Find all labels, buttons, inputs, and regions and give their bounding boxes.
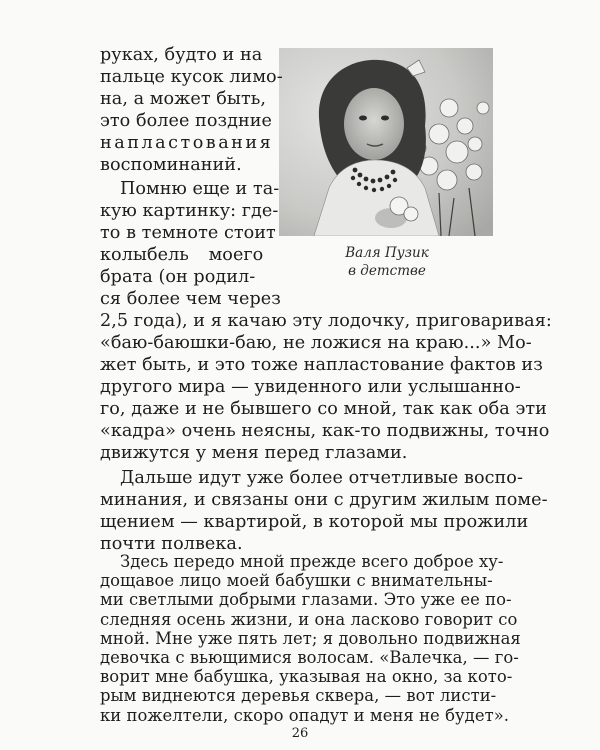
text-line: на, а может быть,	[100, 89, 267, 109]
page-number: 26	[291, 726, 309, 741]
text-line: дощавое лицо моей бабушки с внимательны-	[100, 571, 493, 590]
text-line: ки пожелтели, скоро опадут и меня не будет».	[100, 706, 510, 725]
text-line: пальце кусок лимо-	[100, 67, 283, 87]
text-line: брата (он родил-	[100, 267, 256, 287]
text-line: го, даже и не бывшего со мной, так как оба эти	[100, 399, 547, 419]
paragraph-start-line: Здесь передо мной прежде всего доброе ху-	[120, 552, 504, 571]
text-line: щением — квартирой, в которой мы прожили	[100, 512, 529, 532]
portrait-image	[279, 48, 493, 236]
text-line: воспоминаний.	[100, 155, 242, 175]
text-line: рым виднеются деревья сквера, — вот листи-	[100, 686, 497, 705]
text-line: ся более чем через	[100, 289, 281, 309]
photo-girl-in-childhood	[279, 48, 493, 236]
text-line: колыбель моего	[100, 245, 264, 265]
text-line: «кадра» очень неясны, как-то подвижны, точно	[100, 421, 550, 441]
text-line: то в темноте стоит	[100, 223, 276, 243]
photo-caption-line-2: в детстве	[348, 263, 426, 279]
text-line: напластования	[100, 133, 274, 153]
text-line: кую картинку: где-	[100, 201, 279, 221]
text-line: движутся у меня перед глазами.	[100, 443, 408, 463]
text-line: это более поздние	[100, 111, 273, 131]
text-line: мной. Мне уже пять лет; я довольно подвижная	[100, 629, 521, 648]
text-line: ворит мне бабушка, указывая на окно, за кото-	[100, 667, 513, 686]
photo-caption-line-1: Валя Пузик	[345, 245, 429, 261]
text-line: минания, и связаны они с другим жилым поме-	[100, 490, 548, 510]
paragraph-start-line: Помню еще и та-	[120, 179, 280, 199]
text-line: 2,5 года), и я качаю эту лодочку, приговаривая:	[100, 311, 552, 331]
text-line: почти полвека.	[100, 534, 243, 554]
paragraph-start-line: Дальше идут уже более отчетливые воспо-	[120, 468, 523, 488]
text-line: жет быть, и это тоже напластование фактов из	[100, 355, 543, 375]
text-line: другого мира — увиденного или услышанно-	[100, 377, 521, 397]
text-line: «баю-баюшки-баю, не ложися на краю...» Мо-	[100, 333, 532, 353]
text-line: руках, будто и на	[100, 45, 263, 65]
text-line: следняя осень жизни, и она ласково говорит со	[100, 610, 518, 629]
text-line: девочка с вьющимися волосам. «Валечка, — го-	[100, 648, 519, 667]
text-line: ми светлыми добрыми глазами. Это уже ее по-	[100, 590, 512, 609]
